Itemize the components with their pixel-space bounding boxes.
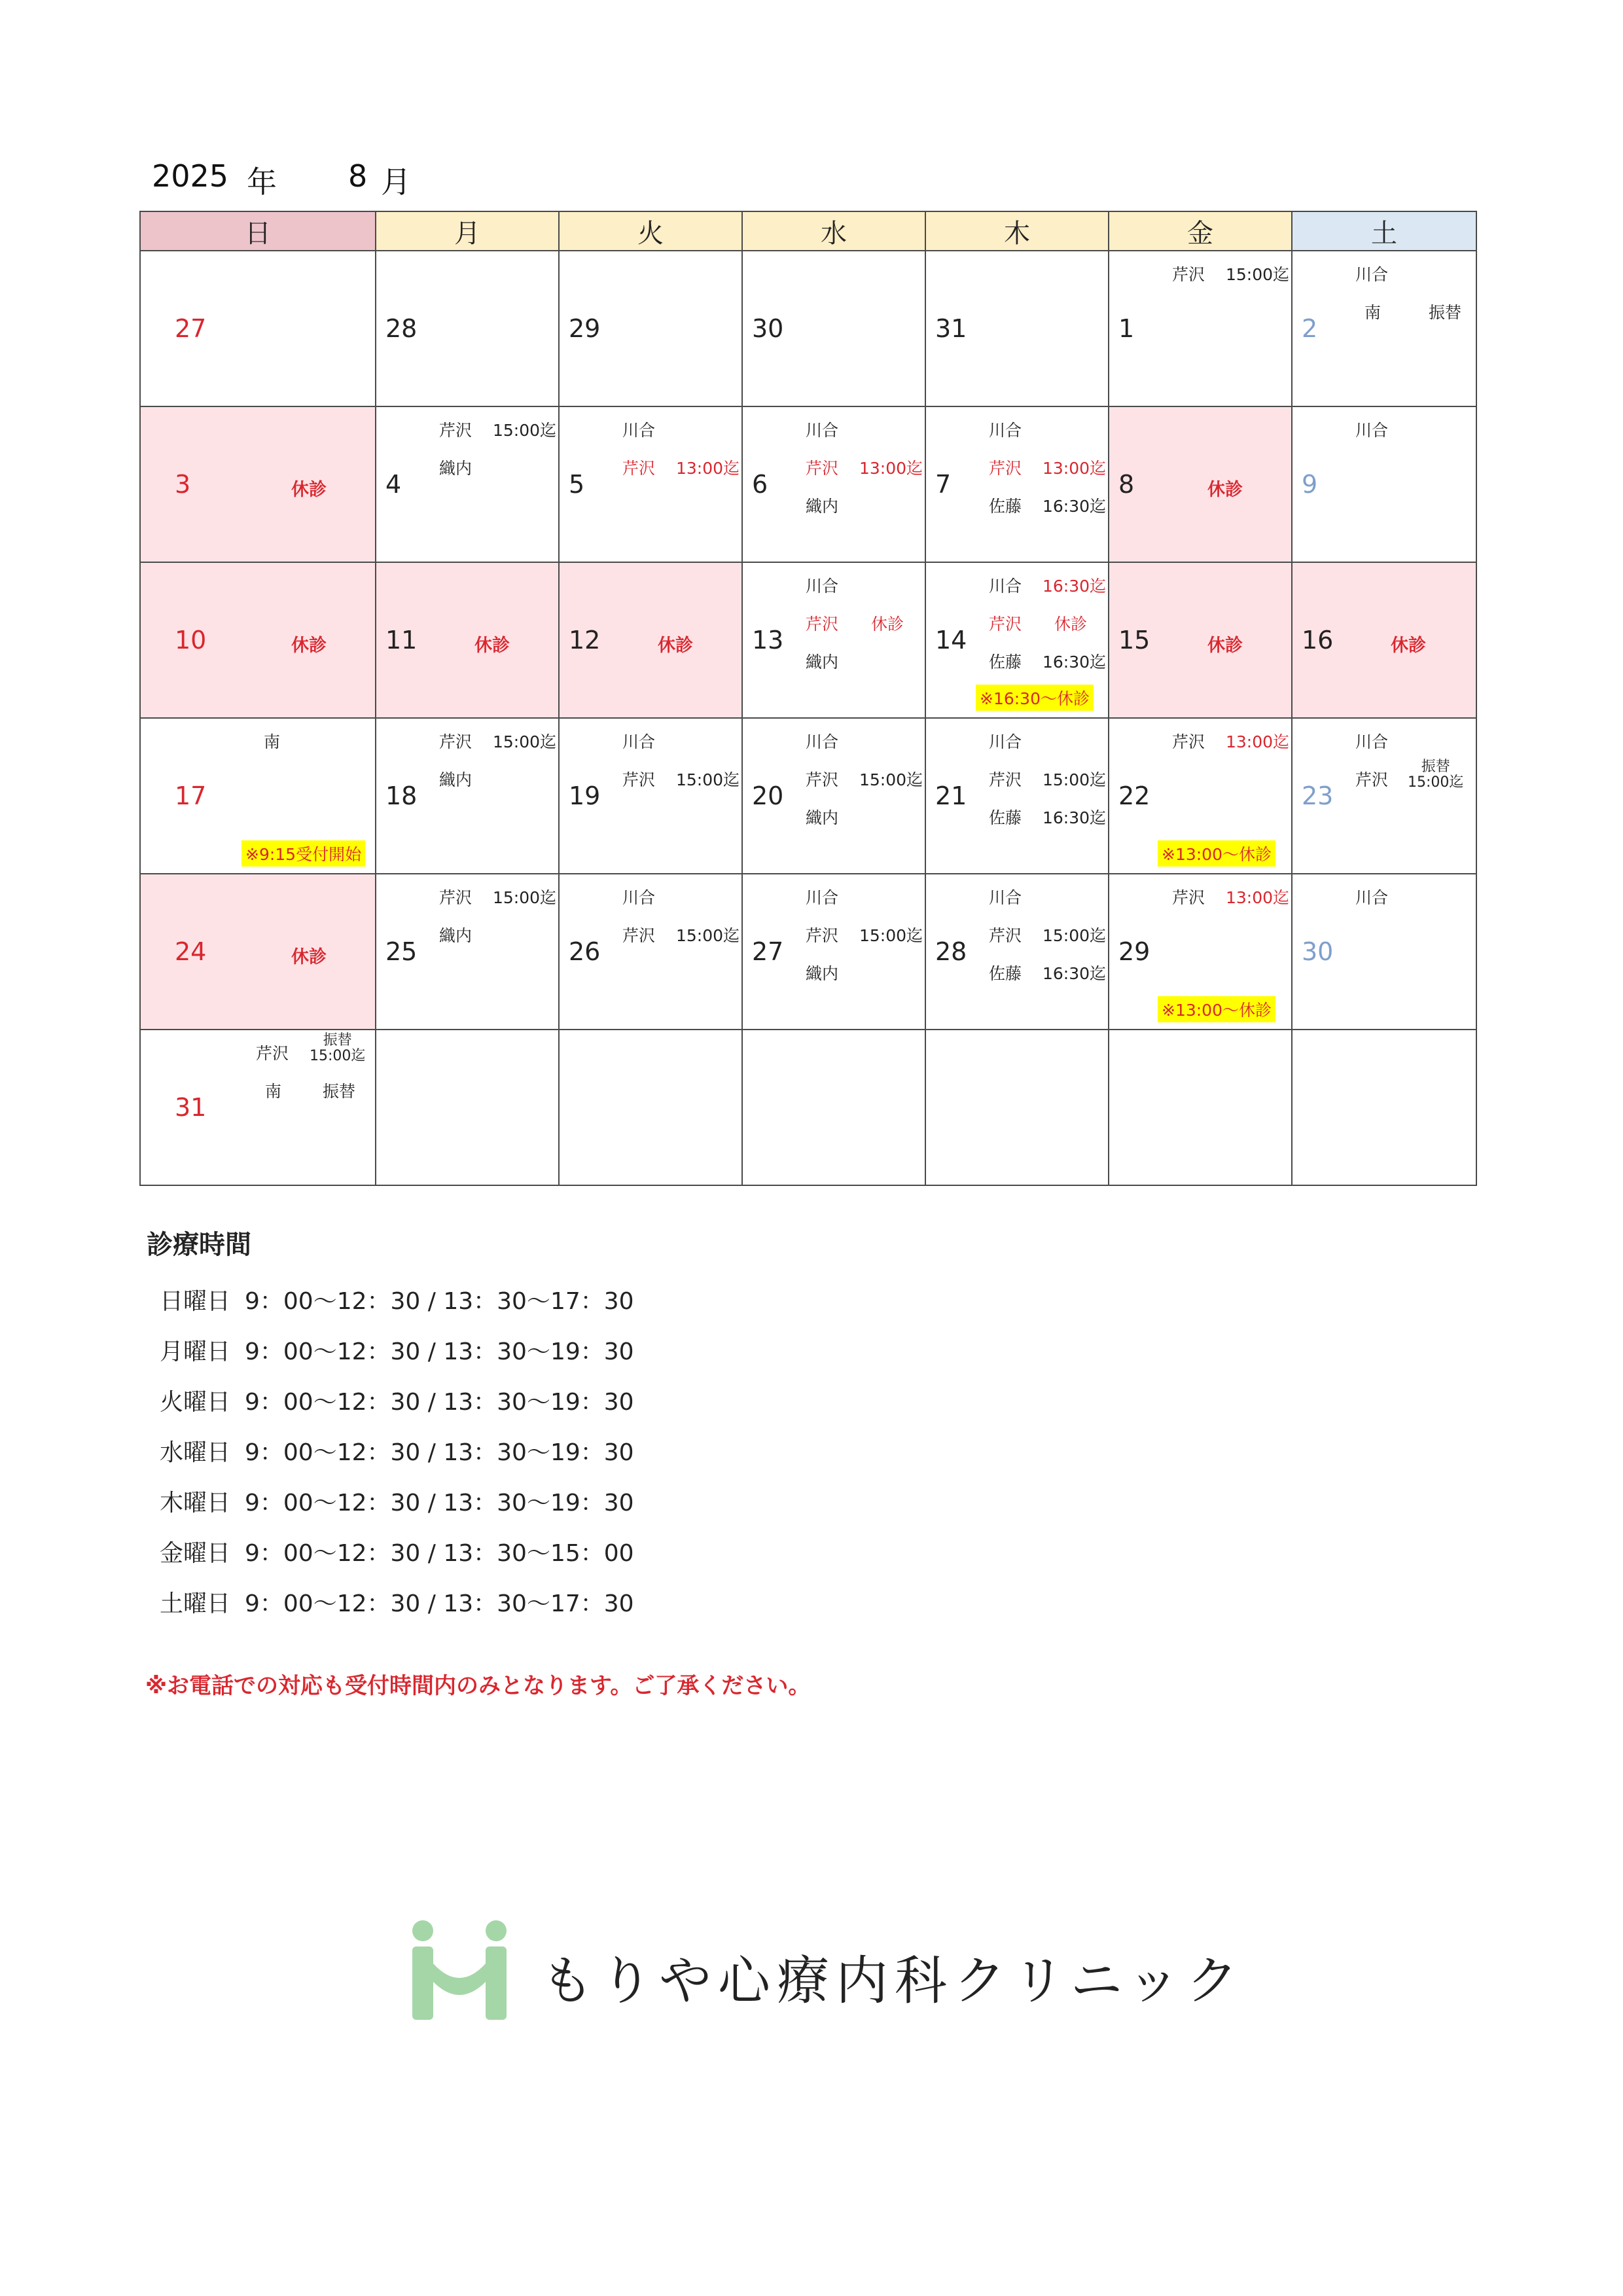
doctor-note: 芹沢	[256, 1044, 289, 1063]
status-note: 休診	[871, 615, 904, 634]
phone-notice: ※お電話での対応も受付時間内のみとなります。ご了承ください。	[145, 1673, 811, 1699]
day-cell	[1109, 251, 1292, 406]
time-note: 16:30迄	[1043, 497, 1107, 516]
calendar-week	[140, 718, 1476, 874]
day-number: 29	[1118, 937, 1150, 966]
day-cell	[1292, 251, 1476, 406]
hours-day: 金曜日	[160, 1540, 231, 1567]
day-number: 1	[1118, 314, 1135, 343]
calendar-week	[140, 1030, 1476, 1185]
day-cell	[140, 251, 376, 406]
closed-label: 休診	[658, 636, 693, 656]
doctor-note: 南	[264, 732, 281, 751]
hours-time: 9：00～12：30 / 13：30～19：30	[245, 1490, 634, 1516]
time-note: 15:00迄	[310, 1048, 366, 1064]
doctor-note: 芹沢	[1172, 265, 1205, 284]
doctor-note: 織内	[806, 964, 839, 983]
weekday-header-row	[140, 211, 1476, 251]
doctor-note: 川合	[989, 732, 1022, 751]
day-cell	[376, 874, 559, 1030]
day-cell	[925, 406, 1109, 562]
time-note: 15:00迄	[493, 888, 557, 907]
closed-label: 休診	[291, 947, 327, 967]
doctor-note: 織内	[439, 926, 473, 945]
doctor-note: 芹沢	[439, 421, 473, 440]
day-number: 31	[175, 1093, 207, 1122]
doctor-note: 川合	[1355, 421, 1389, 440]
closed-label: 休診	[1391, 636, 1426, 656]
time-note: 13:00迄	[1226, 888, 1290, 907]
doctor-note: 芹沢	[989, 926, 1022, 945]
day-number: 14	[935, 626, 967, 655]
time-note: 13:00迄	[859, 459, 923, 478]
calendar-week	[140, 562, 1476, 718]
doctor-note: 芹沢	[439, 732, 473, 751]
doctor-note: 佐藤	[989, 808, 1022, 827]
day-cell	[1109, 718, 1292, 874]
time-note: 16:30迄	[1043, 808, 1107, 827]
hours-title: 診療時間	[147, 1230, 251, 1260]
doctor-note: 川合	[806, 421, 839, 440]
day-number: 21	[935, 781, 967, 810]
closed-label: 休診	[291, 480, 327, 500]
hours-day: 木曜日	[160, 1490, 231, 1516]
closed-label: 休診	[1207, 480, 1243, 500]
day-cell	[1109, 406, 1292, 562]
day-cell	[742, 562, 925, 718]
clinic-name: もりや心療内科クリニック	[541, 1950, 1245, 2011]
hours-time: 9：00～12：30 / 13：30～17：30	[245, 1590, 634, 1617]
doctor-note: 織内	[806, 497, 839, 516]
day-cell	[1109, 874, 1292, 1030]
closed-label: 休診	[474, 636, 510, 656]
doctor-note: 川合	[989, 421, 1022, 440]
day-cell	[140, 562, 376, 718]
weekday-mon: 月	[376, 211, 559, 251]
day-cell	[1109, 562, 1292, 718]
doctor-note: 芹沢	[989, 615, 1022, 634]
status-note	[1408, 759, 1463, 791]
day-number: 15	[1118, 626, 1150, 655]
doctor-note: 川合	[989, 577, 1022, 596]
day-cell	[742, 718, 925, 874]
weekday-fri: 金	[1109, 211, 1292, 251]
doctor-note: 川合	[1355, 732, 1389, 751]
day-number: 27	[752, 937, 784, 966]
hours-row	[160, 1484, 634, 1535]
day-number: 8	[1118, 470, 1135, 499]
doctor-note: 芹沢	[622, 459, 656, 478]
hours-day: 火曜日	[160, 1389, 231, 1416]
hours-row	[160, 1333, 634, 1384]
day-cell	[376, 718, 559, 874]
time-note: 15:00迄	[493, 732, 557, 751]
highlight-notice: ※13:00～休診	[1158, 996, 1275, 1022]
day-cell	[376, 1030, 559, 1185]
time-note: 16:30迄	[1043, 577, 1107, 596]
day-cell	[742, 1030, 925, 1185]
doctor-note: 佐藤	[989, 964, 1022, 983]
doctor-note: 佐藤	[989, 497, 1022, 516]
doctor-note: 芹沢	[989, 770, 1022, 789]
day-cell	[925, 251, 1109, 406]
hours-time: 9：00～12：30 / 13：30～15：00	[245, 1540, 634, 1567]
time-note: 15:00迄	[493, 421, 557, 440]
doctor-note: 芹沢	[1172, 888, 1205, 907]
time-note: 16:30迄	[1043, 653, 1107, 672]
day-cell	[559, 406, 742, 562]
status-note: 振替	[1429, 303, 1462, 322]
day-number: 2	[1302, 314, 1318, 343]
weekday-sat: 土	[1292, 211, 1476, 251]
doctor-note: 川合	[806, 577, 839, 596]
doctor-note: 川合	[622, 732, 656, 751]
title-month-unit: 月	[381, 164, 411, 200]
doctor-note: 川合	[806, 888, 839, 907]
hours-day: 月曜日	[160, 1338, 231, 1365]
status-note-label: 振替	[1421, 759, 1450, 775]
doctor-note: 芹沢	[1355, 770, 1389, 789]
day-number: 6	[752, 470, 768, 499]
time-note: 13:00迄	[1226, 732, 1290, 751]
status-note-label: 振替	[323, 1032, 352, 1049]
highlight-notice: ※13:00～休診	[1158, 840, 1275, 867]
hours-time: 9：00～12：30 / 13：30～19：30	[245, 1439, 634, 1466]
day-number: 22	[1118, 781, 1150, 810]
closed-label: 休診	[291, 636, 327, 656]
day-cell	[559, 1030, 742, 1185]
day-cell	[1292, 562, 1476, 718]
day-number: 26	[569, 937, 601, 966]
highlight-notice: ※16:30～休診	[976, 685, 1094, 711]
day-number: 30	[1302, 937, 1334, 966]
doctor-note: 織内	[806, 653, 839, 672]
doctor-note: 川合	[622, 888, 656, 907]
day-cell	[376, 406, 559, 562]
hours-row	[160, 1434, 634, 1484]
day-cell	[140, 874, 376, 1030]
calendar-week	[140, 251, 1476, 406]
day-cell	[140, 406, 376, 562]
doctor-note: 佐藤	[989, 653, 1022, 672]
day-number: 5	[569, 470, 585, 499]
day-number: 19	[569, 781, 601, 810]
day-cell	[742, 406, 925, 562]
hours-row	[160, 1384, 634, 1434]
hours-time: 9：00～12：30 / 13：30～19：30	[245, 1338, 634, 1365]
time-note: 15:00迄	[1043, 770, 1107, 789]
day-number: 23	[1302, 781, 1334, 810]
time-note: 15:00迄	[1408, 774, 1464, 791]
doctor-note: 川合	[806, 732, 839, 751]
day-cell	[559, 718, 742, 874]
day-number: 29	[569, 314, 601, 343]
hours-time: 9：00～12：30 / 13：30～19：30	[245, 1389, 634, 1416]
hours-row	[160, 1283, 634, 1333]
day-cell	[376, 562, 559, 718]
day-number: 13	[752, 626, 784, 655]
day-cell	[140, 1030, 376, 1185]
doctor-note: 芹沢	[806, 926, 839, 945]
doctor-note: 芹沢	[622, 926, 656, 945]
doctor-note: 織内	[439, 770, 473, 789]
doctor-note: 南	[265, 1082, 282, 1101]
clinic-logo-mark	[407, 1919, 512, 2024]
clinic-logo	[407, 1919, 1245, 2037]
day-number: 16	[1302, 626, 1334, 655]
doctor-note: 芹沢	[806, 770, 839, 789]
day-cell	[559, 874, 742, 1030]
day-number: 28	[935, 937, 967, 966]
day-number: 31	[935, 314, 967, 343]
calendar-week	[140, 874, 1476, 1030]
doctor-note: 芹沢	[806, 615, 839, 634]
calendar-week	[140, 406, 1476, 562]
doctor-note: 川合	[622, 421, 656, 440]
day-cell	[742, 874, 925, 1030]
hours-row	[160, 1535, 634, 1585]
day-number: 25	[385, 937, 418, 966]
time-note: 15:00迄	[676, 770, 740, 789]
day-number: 12	[569, 626, 601, 655]
day-cell	[376, 251, 559, 406]
day-cell	[559, 251, 742, 406]
time-note: 16:30迄	[1043, 964, 1107, 983]
day-cell	[1292, 718, 1476, 874]
time-note: 15:00迄	[859, 926, 923, 945]
hours-day: 土曜日	[160, 1590, 231, 1617]
day-cell	[925, 562, 1109, 718]
day-cell	[1292, 406, 1476, 562]
day-cell	[742, 251, 925, 406]
day-number: 24	[175, 937, 207, 966]
calendar-table	[139, 211, 1477, 1186]
day-number: 10	[175, 626, 207, 655]
day-number: 28	[385, 314, 418, 343]
hours-day: 水曜日	[160, 1439, 231, 1466]
status-note: 振替	[323, 1082, 356, 1101]
doctor-note: 芹沢	[806, 459, 839, 478]
day-number: 9	[1302, 470, 1318, 499]
weekday-thu: 木	[925, 211, 1109, 251]
time-note: 13:00迄	[1043, 459, 1107, 478]
day-number: 17	[175, 781, 207, 810]
day-cell	[140, 718, 376, 874]
doctor-note: 織内	[439, 459, 473, 478]
day-cell	[925, 874, 1109, 1030]
status-note: 休診	[1054, 615, 1088, 634]
time-note: 13:00迄	[676, 459, 740, 478]
day-number: 3	[175, 470, 191, 499]
highlight-notice: ※9:15受付開始	[241, 840, 365, 867]
day-number: 4	[385, 470, 402, 499]
day-number: 11	[385, 626, 418, 655]
doctor-note: 南	[1364, 303, 1382, 322]
doctor-note: 川合	[1355, 265, 1389, 284]
status-note	[310, 1033, 365, 1064]
weekday-tue: 火	[559, 211, 742, 251]
day-number: 7	[935, 470, 952, 499]
day-cell	[925, 718, 1109, 874]
time-note: 15:00迄	[1043, 926, 1107, 945]
day-cell	[559, 562, 742, 718]
day-cell	[1292, 874, 1476, 1030]
day-number: 20	[752, 781, 784, 810]
time-note: 15:00迄	[676, 926, 740, 945]
hours-time: 9：00～12：30 / 13：30～17：30	[245, 1288, 634, 1315]
doctor-note: 芹沢	[439, 888, 473, 907]
time-note: 15:00迄	[1226, 265, 1290, 284]
title-year-unit: 年	[247, 164, 277, 200]
closed-label: 休診	[1207, 636, 1243, 656]
doctor-note: 芹沢	[622, 770, 656, 789]
doctor-note: 織内	[806, 808, 839, 827]
hours-day: 日曜日	[160, 1288, 231, 1315]
title-month: 8	[348, 158, 368, 194]
weekday-sun: 日	[140, 211, 376, 251]
doctor-note: 芹沢	[1172, 732, 1205, 751]
doctor-note: 川合	[989, 888, 1022, 907]
hours-list	[160, 1283, 634, 1636]
day-number: 27	[175, 314, 207, 343]
weekday-wed: 水	[742, 211, 925, 251]
day-cell	[925, 1030, 1109, 1185]
day-cell	[1292, 1030, 1476, 1185]
day-number: 30	[752, 314, 784, 343]
title-year: 2025	[152, 158, 229, 194]
doctor-note: 川合	[1355, 888, 1389, 907]
doctor-note: 芹沢	[989, 459, 1022, 478]
time-note: 15:00迄	[859, 770, 923, 789]
day-cell	[1109, 1030, 1292, 1185]
day-number: 18	[385, 781, 418, 810]
hours-row	[160, 1585, 634, 1636]
